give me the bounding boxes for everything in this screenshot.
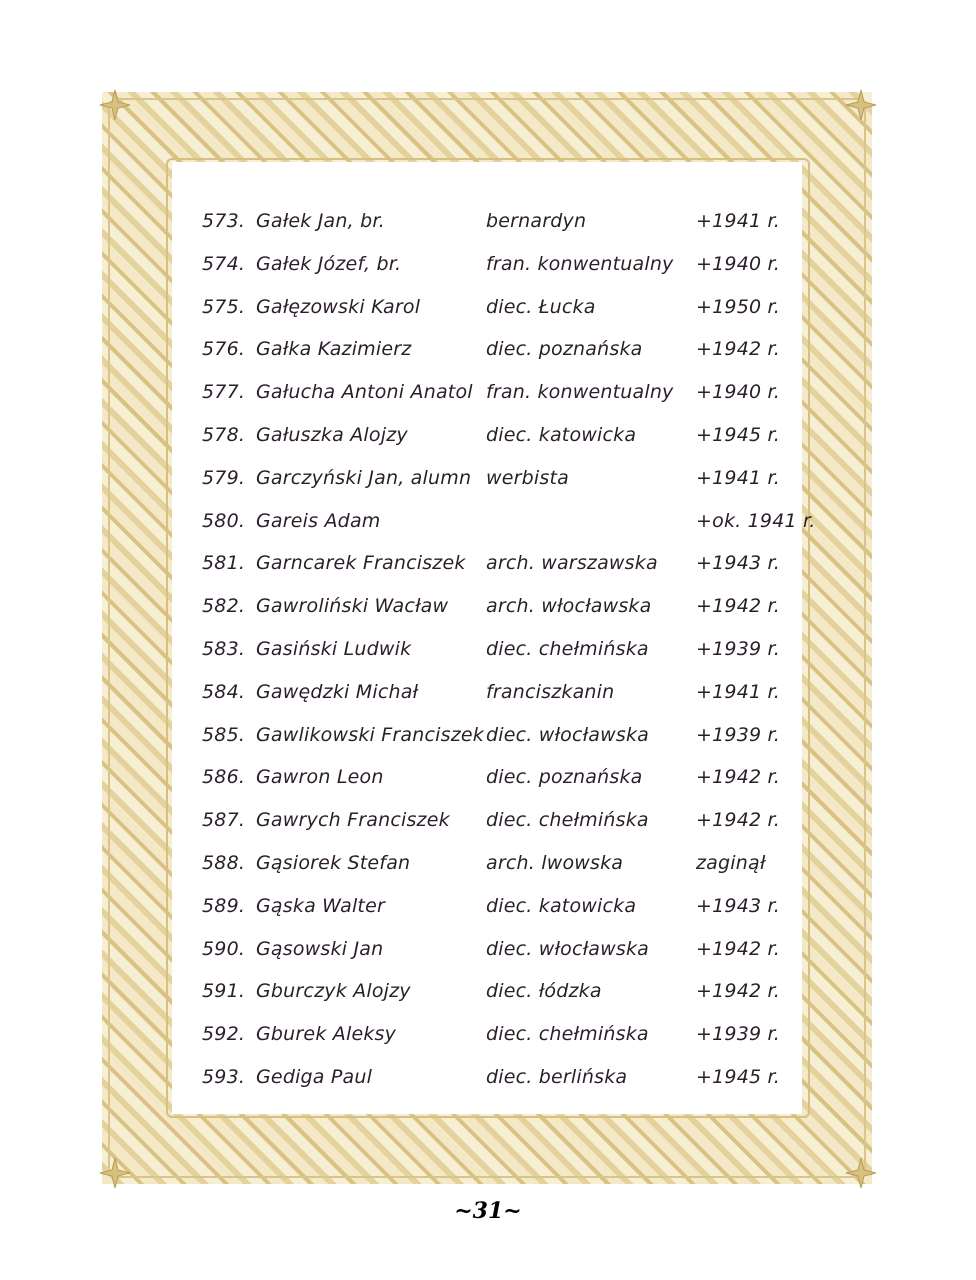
entry-status: +1941 r.	[696, 210, 781, 232]
entry-diocese: arch. włocławska	[486, 595, 652, 618]
entry-number: 582.	[202, 595, 246, 618]
entry-status: +1942 r.	[696, 937, 781, 960]
entry-number: 579.	[202, 466, 246, 489]
entry-number: 587.	[202, 809, 246, 832]
list-item	[196, 970, 796, 1013]
entry-number: 585.	[202, 723, 246, 746]
entry-status: zaginął	[696, 851, 766, 874]
entry-number: 578.	[202, 423, 246, 446]
entry-diocese: werbista	[486, 466, 569, 489]
entry-diocese: diec. łódzka	[486, 980, 602, 1003]
list-item	[196, 671, 796, 714]
entry-number: 580.	[202, 509, 246, 532]
entry-diocese: diec. chełmińska	[486, 809, 649, 832]
entry-name: Gawrych Franciszek	[256, 809, 450, 832]
entry-name: Gałęzowski Karol	[256, 295, 421, 318]
entry-name: Gawlikowski Franciszek	[256, 723, 484, 746]
list-item	[196, 200, 796, 243]
list-item	[196, 500, 816, 543]
entry-name: Gawędzki Michał	[256, 680, 419, 703]
list-item	[196, 885, 796, 928]
entry-diocese: fran. konwentualny	[486, 381, 674, 404]
list-item	[196, 542, 796, 585]
entry-name: Garncarek Franciszek	[256, 552, 466, 575]
entry-number: 586.	[202, 766, 246, 789]
entry-name: Gawron Leon	[256, 766, 384, 789]
entry-status: +1940 r.	[696, 381, 781, 404]
entry-number: 576.	[202, 338, 246, 361]
entry-diocese: diec. Łucka	[486, 295, 596, 318]
entry-status: +1940 r.	[696, 252, 781, 275]
entry-name: Gburczyk Alojzy	[256, 980, 411, 1003]
list-item	[196, 371, 796, 414]
entry-diocese: franciszkanin	[486, 680, 615, 703]
entry-number: 581.	[202, 552, 246, 575]
entry-number: 577.	[202, 381, 246, 404]
entry-status: +1941 r.	[696, 680, 781, 703]
entry-status: +ok. 1941 r.	[696, 509, 816, 532]
entry-status: +1950 r.	[696, 295, 781, 318]
entry-status: +1942 r.	[696, 980, 781, 1003]
thorn-corner-top-left-icon	[98, 88, 132, 122]
list-item	[196, 1013, 796, 1056]
entry-number: 588.	[202, 851, 246, 874]
list-item	[196, 1056, 796, 1099]
entry-name: Gałka Kazimierz	[256, 338, 412, 361]
entry-diocese: fran. konwentualny	[486, 252, 674, 275]
entry-diocese: diec. włocławska	[486, 937, 650, 960]
thorn-corner-bottom-right-icon	[844, 1156, 878, 1190]
entry-name: Gąska Walter	[256, 894, 385, 917]
entry-status: +1945 r.	[696, 1065, 781, 1088]
entry-name: Gareis Adam	[256, 509, 381, 532]
entry-number: 583.	[202, 637, 246, 660]
entry-name: Gąsiorek Stefan	[256, 851, 411, 874]
entry-diocese: diec. poznańska	[486, 766, 643, 789]
list-item	[196, 799, 796, 842]
list-item	[196, 286, 796, 329]
entry-number: 573.	[202, 210, 246, 232]
list-item	[196, 628, 796, 671]
entry-name: Gawroliński Wacław	[256, 595, 449, 618]
entry-name: Gałek Józef, br.	[256, 252, 402, 275]
entry-status: +1939 r.	[696, 1023, 781, 1046]
entry-diocese: diec. katowicka	[486, 423, 637, 446]
entry-name: Gediga Paul	[256, 1065, 373, 1088]
entry-diocese: diec. poznańska	[486, 338, 643, 361]
entry-diocese: diec. berlińska	[486, 1065, 628, 1088]
list-item	[196, 585, 796, 628]
entry-name: Gałuszka Alojzy	[256, 423, 408, 446]
entry-number: 591.	[202, 980, 246, 1003]
entry-name: Gasiński Ludwik	[256, 637, 412, 660]
entry-name: Garczyński Jan, alumn	[256, 466, 472, 489]
entry-diocese: arch. lwowska	[486, 851, 624, 874]
entry-number: 592.	[202, 1023, 246, 1046]
entry-name: Gburek Aleksy	[256, 1023, 397, 1046]
entry-diocese: diec. włocławska	[486, 723, 650, 746]
entry-number: 584.	[202, 680, 246, 703]
list-item	[196, 243, 796, 286]
entry-status: +1941 r.	[696, 466, 781, 489]
entry-name: Gąsowski Jan	[256, 937, 384, 960]
entry-diocese: diec. chełmińska	[486, 1023, 649, 1046]
list-item	[196, 457, 796, 500]
list-item	[196, 414, 796, 457]
list-item	[196, 328, 796, 371]
entry-status: +1939 r.	[696, 723, 781, 746]
entry-diocese: arch. warszawska	[486, 552, 658, 575]
entry-diocese: diec. katowicka	[486, 894, 637, 917]
entry-status: +1942 r.	[696, 809, 781, 832]
entry-name: Gałucha Antoni Anatol	[256, 381, 473, 404]
entry-status: +1942 r.	[696, 595, 781, 618]
entry-number: 574.	[202, 252, 246, 275]
entry-status: +1939 r.	[696, 637, 781, 660]
entry-name: Gałek Jan, br.	[256, 210, 385, 232]
page-number: ~31~	[454, 1198, 522, 1224]
entry-diocese: diec. chełmińska	[486, 637, 649, 660]
entry-status: +1942 r.	[696, 766, 781, 789]
entry-status: +1943 r.	[696, 894, 781, 917]
entry-diocese: bernardyn	[486, 210, 587, 232]
entry-number: 589.	[202, 894, 246, 917]
entry-number: 593.	[202, 1065, 246, 1088]
list-item	[196, 928, 796, 971]
list-item	[196, 714, 796, 757]
thorn-corner-top-right-icon	[844, 88, 878, 122]
entry-number: 590.	[202, 937, 246, 960]
entry-status: +1943 r.	[696, 552, 781, 575]
entry-number: 575.	[202, 295, 246, 318]
entry-status: +1945 r.	[696, 423, 781, 446]
thorn-corner-bottom-left-icon	[98, 1156, 132, 1190]
entry-list	[196, 200, 816, 1099]
list-item	[196, 842, 796, 885]
entry-status: +1942 r.	[696, 338, 781, 361]
list-item	[196, 756, 796, 799]
